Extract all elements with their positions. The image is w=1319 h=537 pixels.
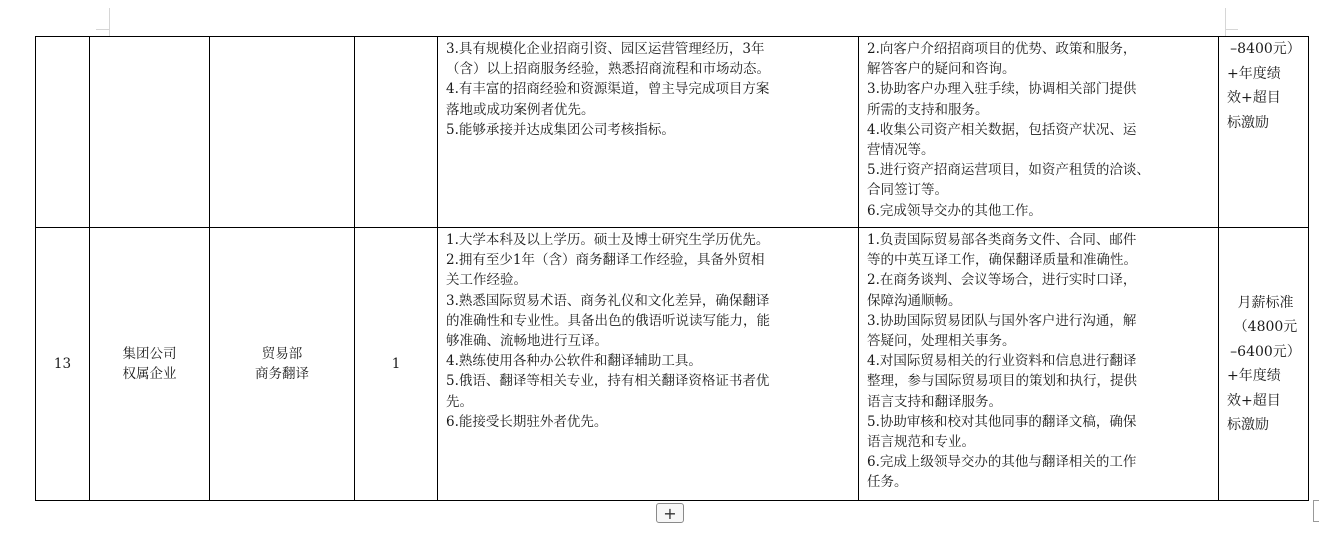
requirement-line: 4.有丰富的招商经验和资源渠道，曾主导完成项目方案 <box>446 81 770 98</box>
duty-line: 答疑问，处理相关事务。 <box>867 333 1016 350</box>
requirement-line: 6.能接受长期驻外者优先。 <box>446 413 608 430</box>
duty-line: 所需的支持和服务。 <box>867 101 989 118</box>
duty-line: 4.对国际贸易相关的行业资料和信息进行翻译 <box>867 353 1137 370</box>
cell-unit[interactable] <box>90 228 210 501</box>
duty-line: 语言规范和专业。 <box>867 434 975 451</box>
duty-line: 2.向客户介绍招商项目的优势、政策和服务， <box>867 41 1137 57</box>
salary-line: +年度绩 <box>1227 65 1281 82</box>
margin-guide-left <box>109 8 110 36</box>
requirement-line: （含）以上招商服务经验，熟悉招商流程和市场动态。 <box>446 61 770 78</box>
duty-line: 等的中英互译工作，确保翻译质量和准确性。 <box>867 252 1137 269</box>
duty-line: 解答客户的疑问和咨询。 <box>867 61 1016 78</box>
margin-guide-top-right <box>1225 29 1238 30</box>
salary-line: 效+超目 <box>1227 392 1281 409</box>
unit-line: 权属企业 <box>122 366 177 382</box>
requirement-line: 3.熟悉国际贸易术语、商务礼仪和文化差异，确保翻译 <box>446 292 770 309</box>
table-row <box>36 228 1309 501</box>
duty-line: 整理，参与国际贸易项目的策划和执行，提供 <box>867 373 1137 390</box>
scroll-edge-marker <box>1313 500 1319 522</box>
recruitment-table <box>35 36 1309 501</box>
salary-line: –8400元） <box>1230 41 1301 57</box>
cell-count[interactable]: 1 <box>355 228 438 501</box>
requirement-line: 5.能够承接并达成集团公司考核指标。 <box>446 121 675 138</box>
requirement-line: 够准确、流畅地进行互译。 <box>446 333 608 350</box>
add-row-button[interactable]: + <box>656 503 684 523</box>
duty-line: 3.协助客户办理入驻手续，协调相关部门提供 <box>867 81 1137 98</box>
cell-requirements[interactable] <box>438 228 859 501</box>
salary-line: 效+超目 <box>1227 90 1281 106</box>
cell-number[interactable]: 13 <box>36 228 90 501</box>
cell-position[interactable] <box>210 228 355 501</box>
duty-line: 保障沟通顺畅。 <box>867 292 962 309</box>
unit-line: 集团公司 <box>122 345 177 362</box>
requirement-line: 1.大学本科及以上学历。硕士及博士研究生学历优先。 <box>446 232 770 248</box>
requirement-line: 先。 <box>446 393 473 410</box>
duty-line: 任务。 <box>867 474 908 491</box>
margin-guide-top-left <box>96 29 109 30</box>
duty-line: 1.负责国际贸易部各类商务文件、合同、邮件 <box>867 232 1137 248</box>
duty-line: 合同签订等。 <box>867 182 948 199</box>
cell-duties[interactable] <box>859 37 1219 228</box>
requirement-line: 关工作经验。 <box>446 272 527 289</box>
duty-line: 3.协助国际贸易团队与国外客户进行沟通，解 <box>867 312 1137 329</box>
duty-line: 5.协助审核和校对其他同事的翻译文稿，确保 <box>867 413 1137 430</box>
position-line: 商务翻译 <box>255 366 309 382</box>
cell-salary[interactable] <box>1219 37 1309 228</box>
margin-guide-right <box>1225 8 1226 36</box>
salary-line: 标激励 <box>1227 417 1269 433</box>
salary-line: +年度绩 <box>1227 368 1281 384</box>
duty-line: 4.收集公司资产相关数据，包括资产状况、运 <box>867 121 1137 138</box>
table-row <box>36 37 1309 228</box>
cell-salary[interactable] <box>1219 228 1309 501</box>
cell-requirements[interactable] <box>438 37 859 228</box>
requirement-line: 的准确性和专业性。具备出色的俄语听说读写能力，能 <box>446 312 770 329</box>
duty-line: 6.完成领导交办的其他工作。 <box>867 202 1042 219</box>
cell-unit[interactable] <box>90 37 210 228</box>
requirement-line: 落地或成功案例者优先。 <box>446 101 595 118</box>
duty-line: 2.在商务谈判、会议等场合，进行实时口译， <box>867 272 1137 289</box>
duty-line: 语言支持和翻译服务。 <box>867 393 1002 410</box>
cell-count[interactable] <box>355 37 438 228</box>
cell-number[interactable] <box>36 37 90 228</box>
cell-position[interactable] <box>210 37 355 228</box>
duty-line: 5.进行资产招商运营项目，如资产租赁的洽谈、 <box>867 162 1150 179</box>
duty-line: 6.完成上级领导交办的其他与翻译相关的工作 <box>867 454 1137 471</box>
requirement-line: 3.具有规模化企业招商引资、园区运营管理经历，3年 <box>446 41 765 57</box>
salary-line: 月薪标准 <box>1237 294 1294 311</box>
cell-duties[interactable] <box>859 228 1219 501</box>
position-line: 贸易部 <box>261 345 303 362</box>
requirement-line: 4.熟练使用各种办公软件和翻译辅助工具。 <box>446 353 702 370</box>
duty-line: 营情况等。 <box>867 142 935 159</box>
requirement-line: 2.拥有至少1年（含）商务翻译工作经验，具备外贸相 <box>446 252 765 269</box>
salary-line: （4800元 <box>1233 319 1298 335</box>
salary-line: –6400元） <box>1230 343 1301 360</box>
requirement-line: 5.俄语、翻译等相关专业，持有相关翻译资格证书者优 <box>446 373 770 390</box>
salary-line: 标激励 <box>1227 114 1269 131</box>
